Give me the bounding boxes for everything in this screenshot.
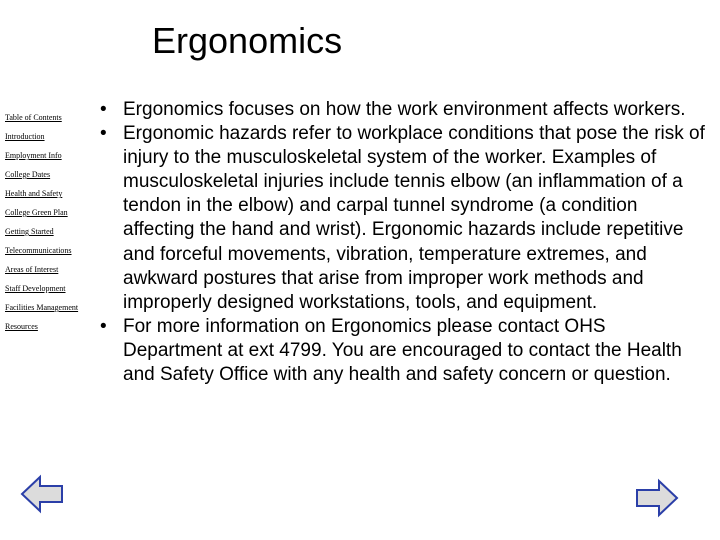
bullet-marker: • <box>100 315 107 337</box>
nav-link-introduction[interactable]: Introduction <box>5 132 45 141</box>
nav-link-college-dates[interactable]: College Dates <box>5 170 51 179</box>
nav-link-staff-development[interactable]: Staff Development <box>5 284 66 293</box>
nav-link-areas-of-interest[interactable]: Areas of Interest <box>5 265 59 274</box>
bullet-item <box>100 98 710 122</box>
back-button[interactable] <box>20 474 64 514</box>
bullet-item <box>100 122 710 315</box>
nav-link-college-green-plan[interactable]: College Green Plan <box>5 208 68 217</box>
nav-link-employment-info[interactable]: Employment Info <box>5 151 62 160</box>
nav-link-getting-started[interactable]: Getting Started <box>5 227 54 236</box>
left-arrow-icon <box>20 474 64 514</box>
right-arrow-icon <box>635 478 679 518</box>
nav-link-table-of-contents[interactable]: Table of Contents <box>5 113 62 122</box>
nav-link-telecommunications[interactable]: Telecommunications <box>5 246 72 255</box>
nav-menu <box>5 113 95 341</box>
next-button[interactable] <box>635 478 679 518</box>
bullet-text: Ergonomics focuses on how the work environment affects workers. <box>123 99 686 120</box>
bullet-text: For more information on Ergonomics please contact OHS Department at ext 4799. You are encouraged to contact the Health and Safety Office with any health and safety concern or question. <box>123 315 682 386</box>
nav-link-facilities-management[interactable]: Facilities Management <box>5 303 79 312</box>
bullet-marker: • <box>100 99 107 120</box>
content-body <box>100 98 710 387</box>
nav-link-health-and-safety[interactable]: Health and Safety <box>5 189 63 198</box>
slide-title: Ergonomics <box>152 20 343 61</box>
nav-link-resources[interactable]: Resources <box>5 322 38 331</box>
bullet-text: Ergonomic hazards refer to workplace conditions that pose the risk of injury to the musculoskeletal system of the worker. Examples of musculoskeletal injuries include tennis elbow (an inflammation of a tendon in the elbow) and carpal tunnel syndrome (a condition affecting the hand and wrist). Ergonomic hazards include repetitive and forceful movements, vibration, temperature extremes, and awkward postures that arise from improper work methods and improperly designed workstations, tools, and equipment. <box>123 123 705 313</box>
bullet-item <box>100 315 710 387</box>
bullet-marker: • <box>100 123 107 145</box>
